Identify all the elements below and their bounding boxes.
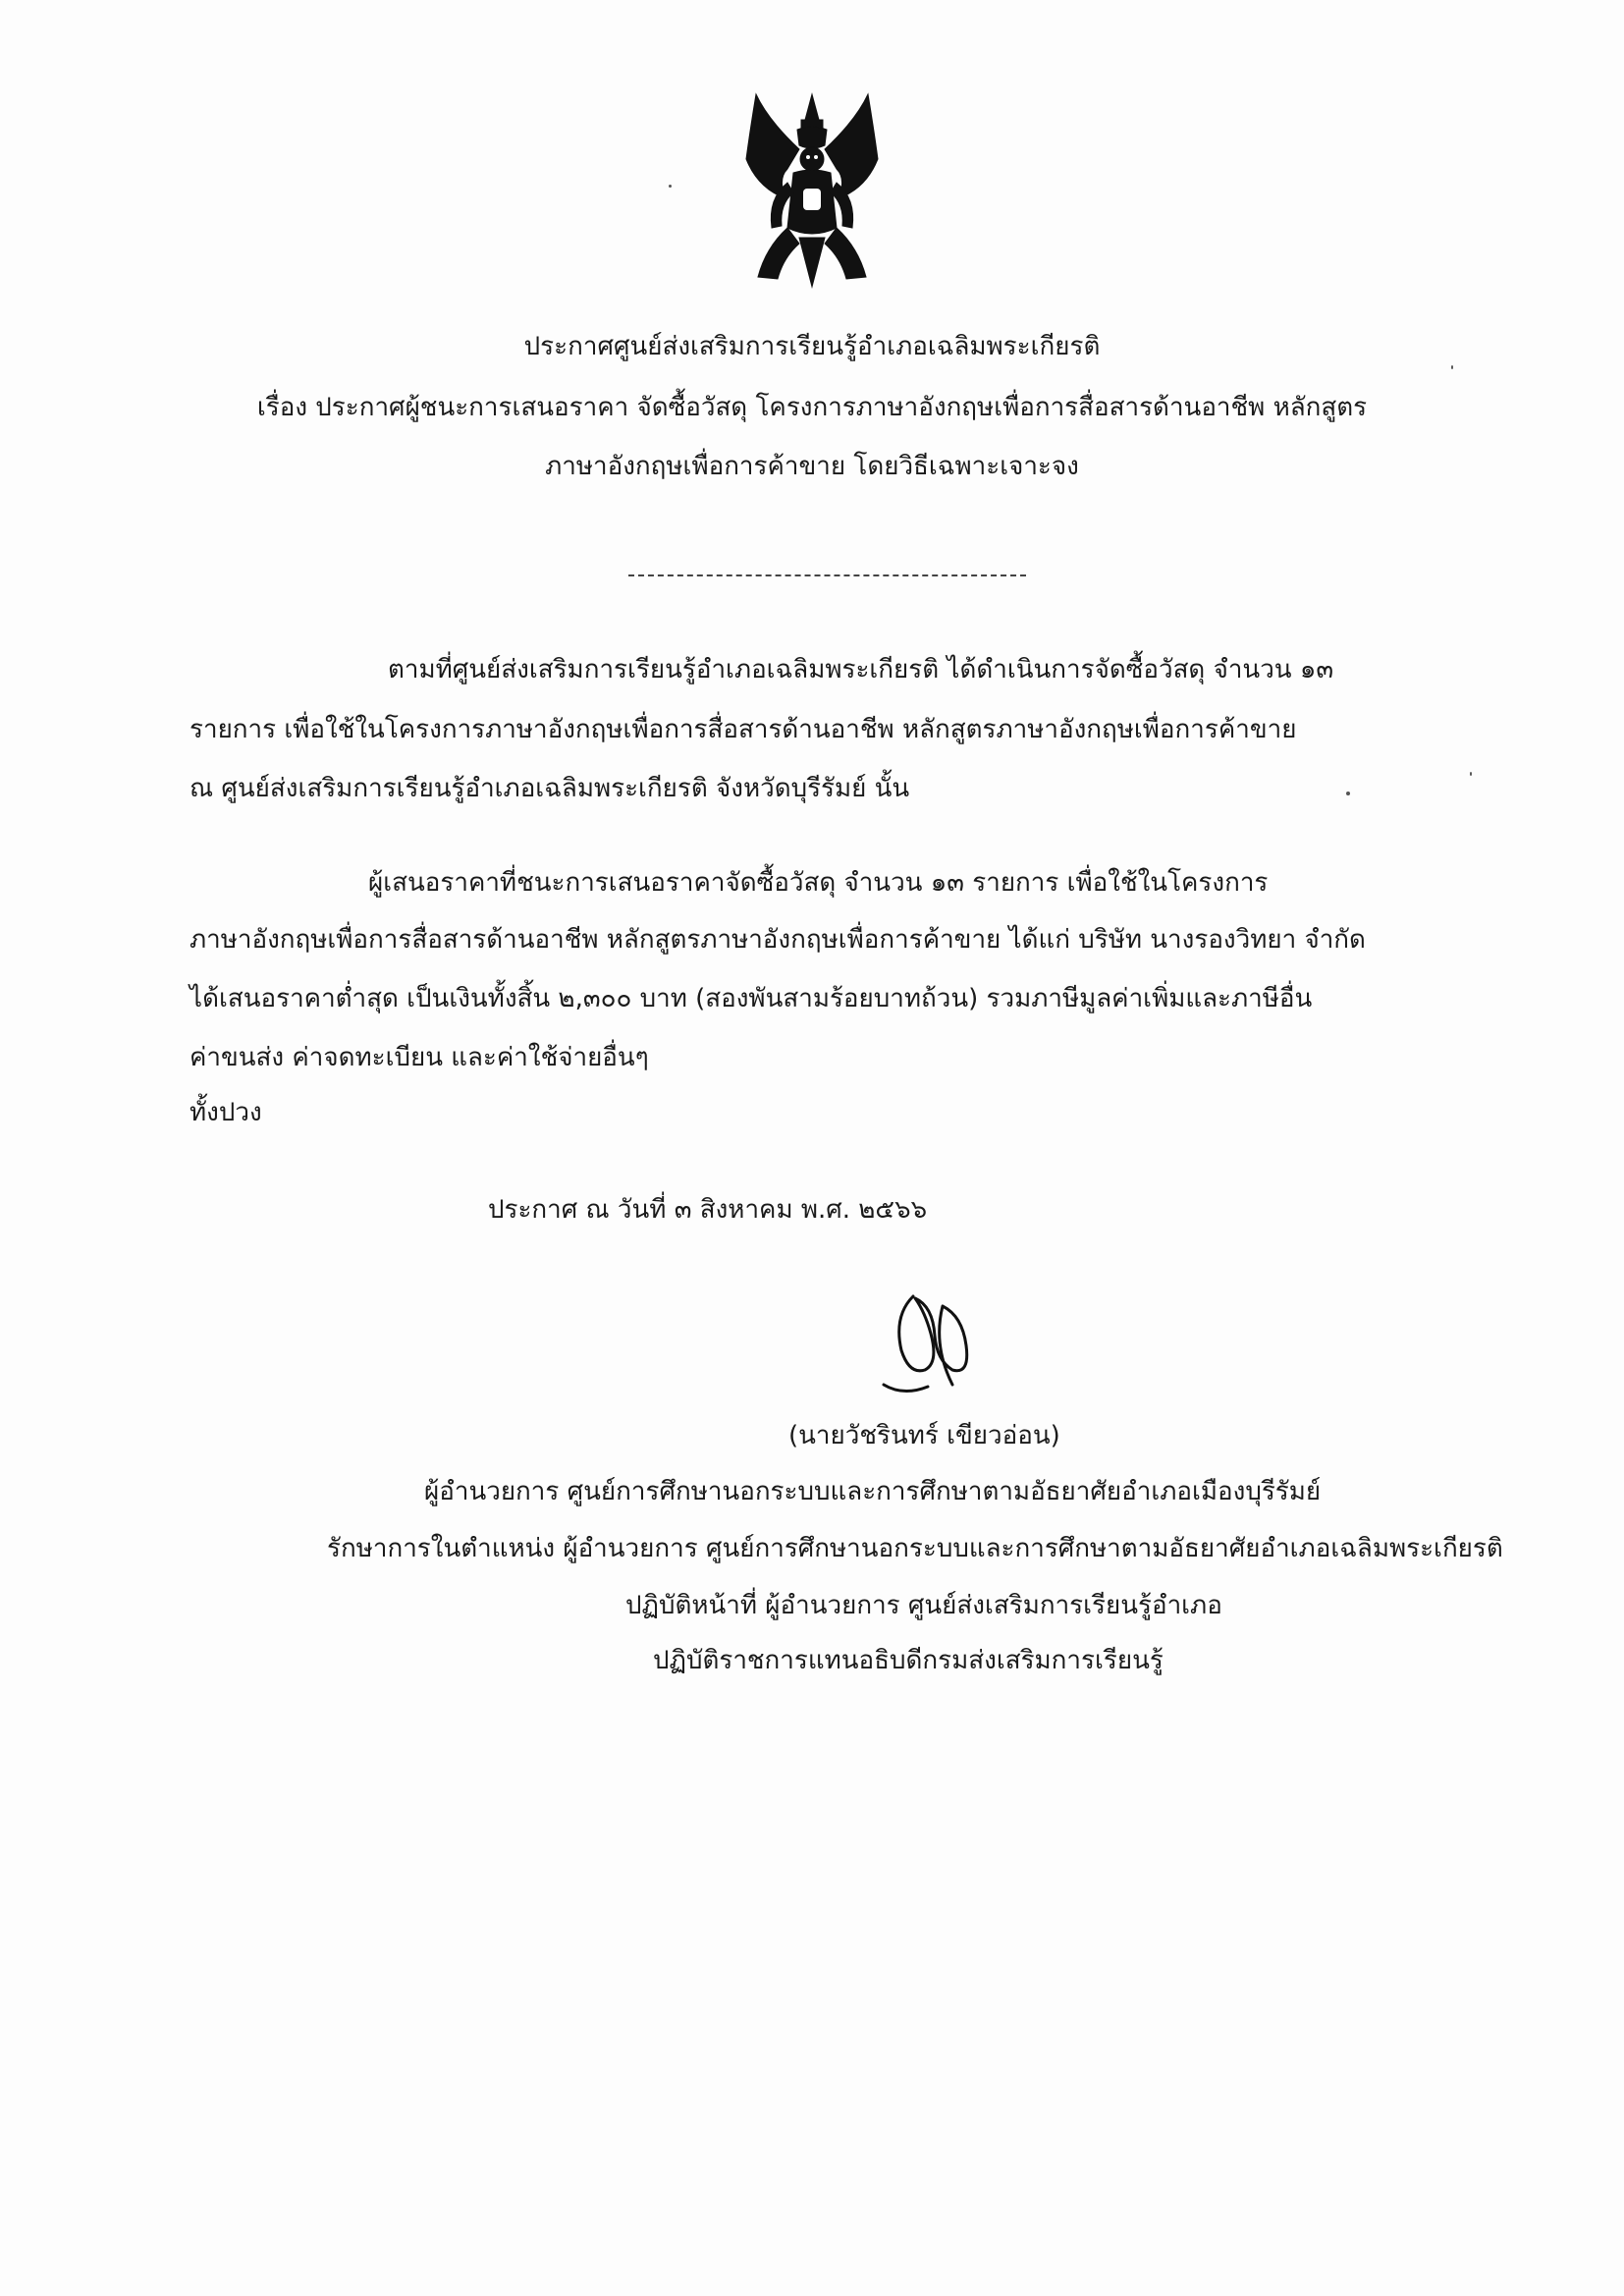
header-separator [628, 574, 1026, 576]
scan-speck [1346, 792, 1350, 795]
signatory-position-4: ปฏิบัติราชการแทนอธิบดีกรมส่งเสริมการเรียนรู้ [653, 1646, 1164, 1675]
scan-speck [669, 185, 672, 188]
scan-speck [1451, 365, 1453, 369]
garuda-emblem-icon [738, 90, 886, 293]
announcement-date: ประกาศ ณ วันที่ ๓ สิงหาคม พ.ศ. ๒๕๖๖ [488, 1195, 928, 1225]
paragraph-2-line-1: ผู้เสนอราคาที่ชนะการเสนอราคาจัดซื้อวัสดุ จำนวน ๑๓ รายการ เพื่อใช้ในโครงการ [368, 868, 1269, 898]
signatory-name: (นายวัชรินทร์ เขียวอ่อน) [788, 1421, 1060, 1450]
handwritten-signature [874, 1277, 982, 1404]
paragraph-2-line-4: ค่าขนส่ง ค่าจดทะเบียน และค่าใช้จ่ายอื่นๆ [189, 1043, 649, 1072]
paragraph-2-line-3: ได้เสนอราคาต่ำสุด เป็นเงินทั้งสิ้น ๒,๓๐๐ บาท (สองพันสามร้อยบาทถ้วน) รวมภาษีมูลค่าเพิ่มและภาษีอื่น [189, 984, 1313, 1013]
document-subject-line-1: เรื่อง ประกาศผู้ชนะการเสนอราคา จัดซื้อวัสดุ โครงการภาษาอังกฤษเพื่อการสื่อสารด้านอาชีพ หลักสูตร [256, 393, 1368, 422]
signatory-position-3: ปฏิบัติหน้าที่ ผู้อำนวยการ ศูนย์ส่งเสริมการเรียนรู้อำเภอ [625, 1591, 1222, 1620]
paragraph-1-line-2: รายการ เพื่อใช้ในโครงการภาษาอังกฤษเพื่อการสื่อสารด้านอาชีพ หลักสูตรภาษาอังกฤษเพื่อการค้าขาย [189, 715, 1297, 744]
signatory-position-2: รักษาการในตำแหน่ง ผู้อำนวยการ ศูนย์การศึกษานอกระบบและการศึกษาตามอัธยาศัยอำเภอเฉลิมพระเกียรติ [327, 1534, 1503, 1563]
signatory-position-1: ผู้อำนวยการ ศูนย์การศึกษานอกระบบและการศึกษาตามอัธยาศัยอำเภอเมืองบุรีรัมย์ [424, 1477, 1322, 1506]
paragraph-1-line-3: ณ ศูนย์ส่งเสริมการเรียนรู้อำเภอเฉลิมพระเกียรติ จังหวัดบุรีรัมย์ นั้น [189, 774, 910, 803]
document-title: ประกาศศูนย์ส่งเสริมการเรียนรู้อำเภอเฉลิมพระเกียรติ [523, 332, 1101, 361]
paragraph-2-line-2: ภาษาอังกฤษเพื่อการสื่อสารด้านอาชีพ หลักสูตรภาษาอังกฤษเพื่อการค้าขาย ได้แก่ บริษัท นางรองวิทยา จำกัด [189, 925, 1366, 955]
paragraph-2-line-5: ทั้งปวง [189, 1098, 262, 1127]
scan-speck [1470, 772, 1472, 776]
paragraph-1-line-1: ตามที่ศูนย์ส่งเสริมการเรียนรู้อำเภอเฉลิมพระเกียรติ ได้ดำเนินการจัดซื้อวัสดุ จำนวน ๑๓ [388, 655, 1334, 684]
document-subject-line-2: ภาษาอังกฤษเพื่อการค้าขาย โดยวิธีเฉพาะเจาะจง [545, 452, 1079, 481]
